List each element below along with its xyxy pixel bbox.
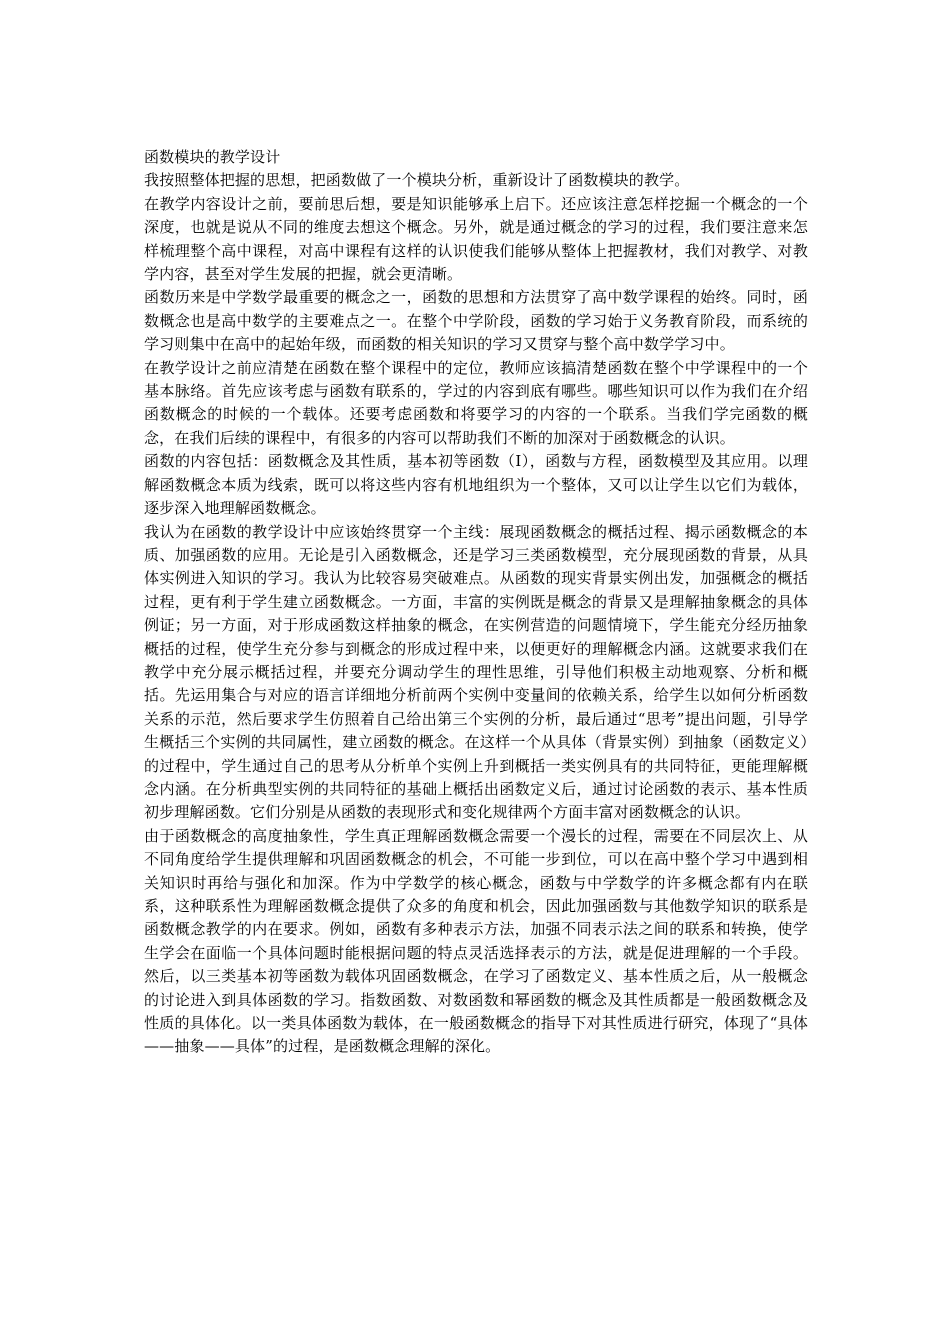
document-title: 函数模块的教学设计 (144, 148, 281, 166)
document-body (144, 146, 808, 1059)
paragraph-7: 由于函数概念的高度抽象性，学生真正理解函数概念需要一个漫长的过程，需要在不同层次上、从不同角度给学生提供理解和巩固函数概念的机会，不可能一步到位，可以在高中整个学习中遇到相关知识时再给与强化和加深。作为中学数学的核心概念，函数与中学数学的许多概念都有内在联系，这种联系性为理解函数概念提供了众多的角度和机会，因此加强函数与其他数学知识的联系是函数概念教学的内在要求。例如，函数有多种表示方法，加强不同表示法之间的联系和转换，使学生学会在面临一个具体问题时能根据问题的特点灵活选择表示的方法，就是促进理解的一个手段。然后，以三类基本初等函数为载体巩固函数概念，在学习了函数定义、基本性质之后，从一般概念的讨论进入到具体函数的学习。指数函数、对数函数和幂函数的概念及其性质都是一般函数概念及性质的具体化。以一类具体函数为载体，在一般函数概念的指导下对其性质进行研究，体现了“具体——抽象——具体”的过程，是函数概念理解的深化。 (144, 826, 808, 1056)
paragraph-3: 函数历来是中学数学最重要的概念之一，函数的思想和方法贯穿了高中数学课程的始终。同时，函数概念也是高中数学的主要难点之一。在整个中学阶段，函数的学习始于义务教育阶段，而系统的学习则集中在高中的起始年级，而函数的相关知识的学习又贯穿与整个高中数学学习中。 (144, 288, 808, 354)
paragraph-6: 我认为在函数的教学设计中应该始终贯穿一个主线：展现函数概念的概括过程、揭示函数概念的本质、加强函数的应用。无论是引入函数概念，还是学习三类函数模型，充分展现函数的背景，从具体实例进入知识的学习。我认为比较容易突破难点。从函数的现实背景实例出发，加强概念的概括过程，更有利于学生建立函数概念。一方面，丰富的实例既是概念的背景又是理解抽象概念的具体例证；另一方面，对于形成函数这样抽象的概念，在实例营造的问题情境下，学生能充分经历抽象概括的过程，使学生充分参与到概念的形成过程中来，以便更好的理解概念内涵。这就要求我们在教学中充分展示概括过程，并要充分调动学生的理性思维，引导他们积极主动地观察、分析和概括。先运用集合与对应的语言详细地分析前两个实例中变量间的依赖关系，给学生以如何分析函数关系的示范，然后要求学生仿照着自己给出第三个实例的分析，最后通过“思考”提出问题，引导学生概括三个实例的共同属性，建立函数的概念。在这样一个从具体（背景实例）到抽象（函数定义）的过程中，学生通过自己的思考从分析单个实例上升到概括一类实例具有的共同特征，更能理解概念内涵。在分析典型实例的共同特征的基础上概括出函数定义后，通过讨论函数的表示、基本性质初步理解函数。它们分别是从函数的表现形式和变化规律两个方面丰富对函数概念的认识。 (144, 522, 808, 822)
paragraph-1: 我按照整体把握的思想，把函数做了一个模块分析，重新设计了函数模块的教学。 (144, 171, 690, 190)
paragraph-4: 在教学设计之前应清楚在函数在整个课程中的定位，教师应该搞清楚函数在整个中学课程中的一个基本脉络。首先应该考虑与函数有联系的，学过的内容到底有哪些。哪些知识可以作为我们在介绍函数概念的时候的一个载体。还要考虑函数和将要学习的内容的一个联系。当我们学完函数的概念，在我们后续的课程中，有很多的内容可以帮助我们不断的加深对于函数概念的认识。 (144, 358, 808, 447)
paragraph-5: 函数的内容包括：函数概念及其性质，基本初等函数（Ⅰ），函数与方程，函数模型及其应用。以理解函数概念本质为线索，既可以将这些内容有机地组织为一个整体，又可以让学生以它们为载体，逐步深入地理解函数概念。 (144, 452, 808, 518)
paragraph-2: 在教学内容设计之前，要前思后想，要是知识能够承上启下。还应该注意怎样挖掘一个概念的一个深度，也就是说从不同的维度去想这个概念。另外，就是通过概念的学习的过程，我们要注意来怎样梳理整个高中课程，对高中课程有这样的认识使我们能够从整体上把握教材，我们对教学、对教学内容，甚至对学生发展的把握，就会更清晰。 (144, 194, 808, 284)
